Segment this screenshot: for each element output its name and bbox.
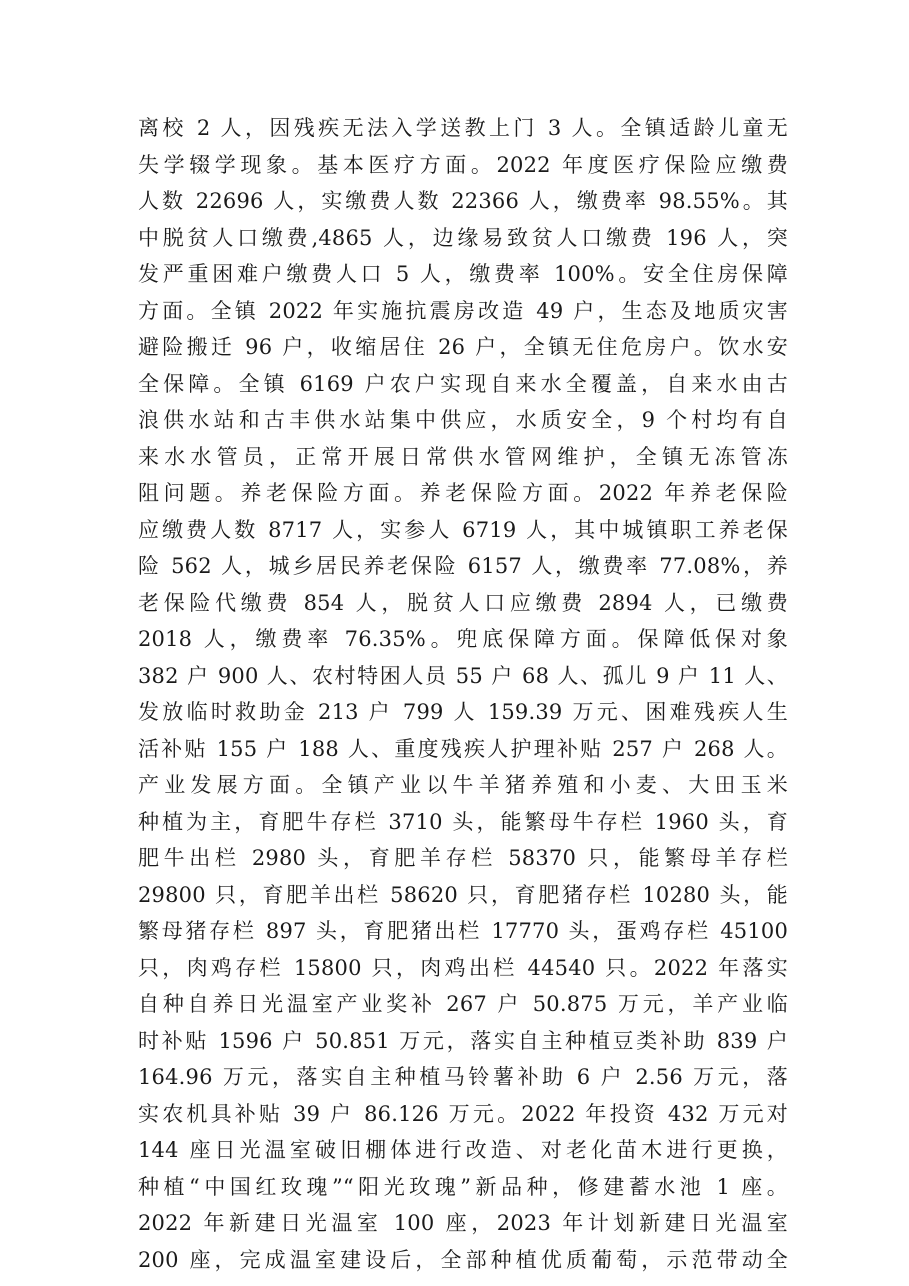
body-line-7: 避险搬迁 96 户，收缩居住 26 户，全镇无住危房户。饮水安: [138, 335, 788, 359]
body-line-28: 实农机具补贴 39 户 86.126 万元。2022 年投资 432 万元对: [138, 1101, 788, 1126]
body-line-20: 种植为主，育肥牛存栏 3710 头，能繁母牛存栏 1960 头，育: [138, 809, 788, 834]
document-body: [138, 110, 788, 1278]
body-line-11: 阻问题。养老保险方面。养老保险方面。2022 年养老保险: [138, 481, 788, 505]
body-line-10: 来水水管员，正常开展日常供水管网维护，全镇无冻管冻: [138, 444, 788, 469]
body-line-29: 144 座日光温室破旧棚体进行改造、对老化苗木进行更换，: [138, 1138, 788, 1162]
body-line-6: 方面。全镇 2022 年实施抗震房改造 49 户，生态及地质灾害: [138, 298, 788, 323]
body-line-25: 自种自养日光温室产业奖补 267 户 50.875 万元，羊产业临: [138, 992, 788, 1016]
body-line-5: 发严重困难户缴费人口 5 人，缴费率 100%。安全住房保障: [138, 262, 788, 286]
body-line-22: 29800 只，育肥羊出栏 58620 只，育肥猪存栏 10280 头，能: [138, 882, 788, 907]
body-line-18: 活补贴 155 户 188 人、重度残疾人护理补贴 257 户 268 人。: [138, 736, 788, 761]
body-line-15: 2018 人，缴费率 76.35%。兜底保障方面。保障低保对象: [138, 627, 788, 651]
body-line-9: 浪供水站和古丰供水站集中供应，水质安全，9 个村均有自: [138, 408, 788, 432]
body-line-21: 肥牛出栏 2980 头，育肥羊存栏 58370 只，能繁母羊存栏: [138, 846, 788, 870]
body-line-32: 200 座，完成温室建设后，全部种植优质葡萄，示范带动全: [138, 1247, 788, 1272]
body-line-13: 险 562 人，城乡居民养老保险 6157 人，缴费率 77.08%，养: [138, 554, 788, 578]
body-line-4: 中脱贫人口缴费,4865 人，边缘易致贫人口缴费 196 人，突: [138, 225, 788, 250]
body-line-3: 人数 22696 人，实缴费人数 22366 人，缴费率 98.55%。其: [138, 189, 788, 213]
body-line-14: 老保险代缴费 854 人，脱贫人口应缴费 2894 人，已缴费: [138, 590, 788, 615]
body-line-2: 失学辍学现象。基本医疗方面。2022 年度医疗保险应缴费: [138, 152, 788, 177]
body-line-16: 382 户 900 人、农村特困人员 55 户 68 人、孤儿 9 户 11 人、: [138, 663, 788, 688]
body-line-27: 164.96 万元，落实自主种植马铃薯补助 6 户 2.56 万元，落: [138, 1065, 788, 1089]
body-line-1: 离校 2 人，因残疾无法入学送教上门 3 人。全镇适龄儿童无: [138, 116, 788, 140]
body-line-31: 2022 年新建日光温室 100 座，2023 年计划新建日光温室: [138, 1211, 788, 1235]
body-line-24: 只，肉鸡存栏 15800 只，肉鸡出栏 44540 只。2022 年落实: [138, 955, 788, 980]
body-line-19: 产业发展方面。全镇产业以牛羊猪养殖和小麦、大田玉米: [138, 773, 788, 797]
body-line-26: 时补贴 1596 户 50.851 万元，落实自主种植豆类补助 839 户: [138, 1028, 788, 1053]
body-line-12: 应缴费人数 8717 人，实参人 6719 人，其中城镇职工养老保: [138, 517, 788, 542]
body-line-23: 繁母猪存栏 897 头，育肥猪出栏 17770 头，蛋鸡存栏 45100: [138, 919, 788, 943]
body-line-8: 全保障。全镇 6169 户农户实现自来水全覆盖，自来水由古: [138, 371, 788, 396]
body-line-30: 种植“中国红玫瑰”“阳光玫瑰”新品种，修建蓄水池 1 座。: [138, 1174, 788, 1199]
body-line-17: 发放临时救助金 213 户 799 人 159.39 万元、困难残疾人生: [138, 700, 788, 724]
